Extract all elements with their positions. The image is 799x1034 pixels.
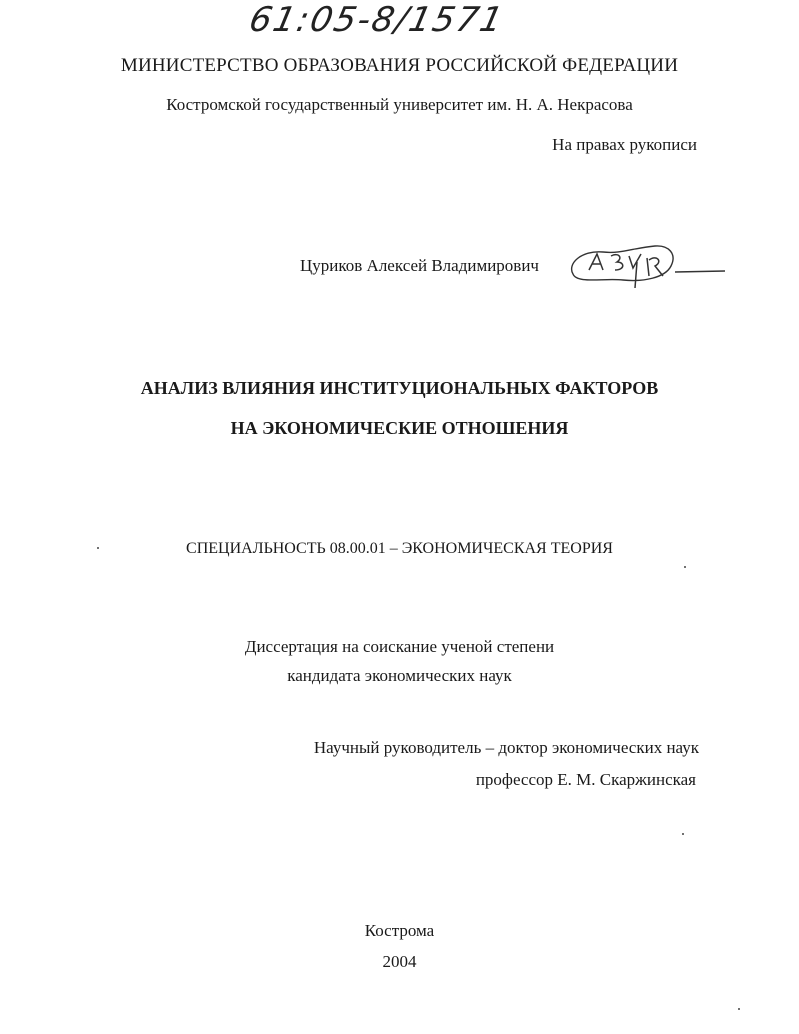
author-name: Цуриков Алексей Владимирович: [300, 256, 539, 275]
scan-speck: [684, 566, 686, 568]
handwritten-archive-number: 61:05-8/1571: [245, 0, 509, 40]
author-signature: [563, 236, 733, 296]
specialty: СПЕЦИАЛЬНОСТЬ 08.00.01 – ЭКОНОМИЧЕСКАЯ ТЕОРИЯ: [186, 540, 613, 557]
degree-line-2: кандидата экономических наук: [287, 666, 512, 685]
scan-speck: [682, 833, 684, 835]
supervisor-line-2: профессор Е. М. Скаржинская: [475, 770, 696, 789]
dissertation-title-line-1: АНАЛИЗ ВЛИЯНИЯ ИНСТИТУЦИОНАЛЬНЫХ ФАКТОРОВ: [140, 378, 659, 398]
dissertation-title-line-2: НА ЭКОНОМИЧЕСКИЕ ОТНОШЕНИЯ: [230, 418, 569, 438]
scan-speck: [97, 547, 99, 549]
university-name: Костромской государственный университет им. Н. А. Некрасова: [166, 95, 633, 114]
degree-line-1: Диссертация на соискание ученой степени: [244, 637, 555, 656]
ministry-name: МИНИСТЕРСТВО ОБРАЗОВАНИЯ РОССИЙСКОЙ ФЕДЕРАЦИИ: [120, 55, 679, 76]
manuscript-rights-note: На правах рукописи: [552, 135, 697, 154]
supervisor-line-1: Научный руководитель – доктор экономических наук: [313, 738, 699, 757]
city: Кострома: [364, 921, 435, 940]
year: 2004: [382, 952, 417, 971]
scan-speck: [738, 1008, 740, 1010]
